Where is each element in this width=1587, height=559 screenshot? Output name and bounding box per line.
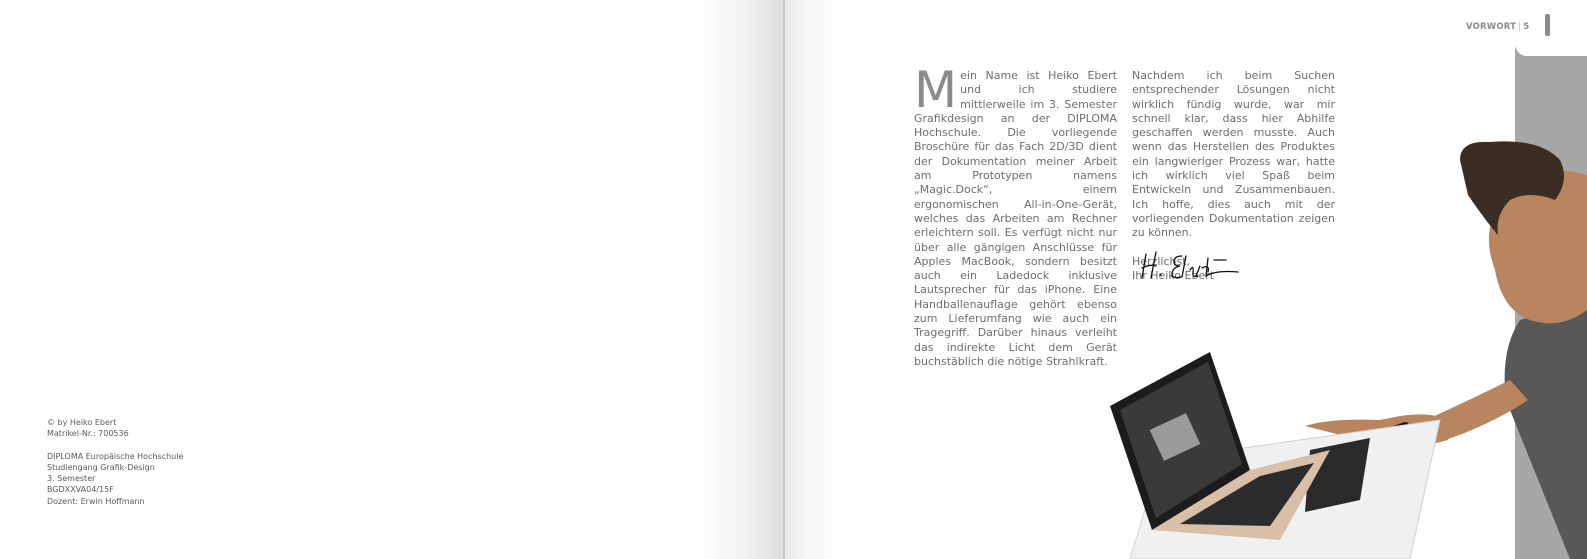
tab-notch — [1545, 14, 1550, 36]
imprint-semester: 3. Semester — [47, 474, 96, 484]
imprint-lecturer: Dozent: Erwin Hoffmann — [47, 496, 145, 506]
page-number: 5 — [1523, 22, 1530, 32]
imprint-copyright: © by Heiko Ebert — [47, 418, 117, 427]
imprint-matrikel: Matrikel-Nr.: 700536 — [47, 429, 129, 439]
imprint-program: Studiengang Grafik-Design — [47, 462, 155, 472]
imprint-block — [47, 417, 183, 507]
imprint-code: BGDXXVA04/15F — [47, 485, 114, 495]
imprint-school: DIPLOMA Europäische Hochschule — [47, 451, 184, 461]
signoff-line: Ihr Heiko Ebert — [1132, 268, 1215, 282]
section-title: VORWORT — [1466, 22, 1517, 32]
paragraph-1: ein Name ist Heiko Ebert und ich studiere mittlerweile im 3. Semester Grafikdesign an der DIPLOMA Hochschule. Die vorliegende Broschüre für das Fach 2D/3D dient der Dokumentation meiner Arbeit am Prototypen namens „Magic.Dock“, einem ergonomischen All-in-One-Gerät, welches das Arbeiten am Rechner erleichtern soll. Es verfügt nicht nur über alle gängigen Anschlüsse für Apples MacBook, sondern besitzt auch ein Ladedock inklusive Lautsprecher für das iPhone. Eine Handballenauflage gehört ebenso zum Lieferumfang wie auch ein Tragegriff. Darüber hinaus verleiht das indirekte Licht dem Gerät buchstäblich die nötige Strahlkraft. — [914, 69, 1117, 368]
header-separator: | — [1518, 22, 1522, 32]
text-column-1 — [914, 61, 1117, 369]
person-with-laptop-photo — [1100, 120, 1587, 559]
paragraph-2: Nachdem ich beim Suchen entsprechender Lösungen nicht wirklich fündig wurde, war mir schnell klar, dass hier Abhilfe geschaffen werden musste. Auch wenn das Herstellen des Produktes ein langwieriger Prozess war, hatte ich wirklich viel Spaß beim Entwickeln und Zusammenbauen. Ich hoffe, dies auch mit der vorliegenden Dokumentation zeigen zu können. — [1132, 69, 1335, 240]
closing-line: Herzlichst, — [1132, 254, 1191, 268]
drop-cap: M — [914, 61, 958, 119]
running-header — [1466, 22, 1529, 32]
